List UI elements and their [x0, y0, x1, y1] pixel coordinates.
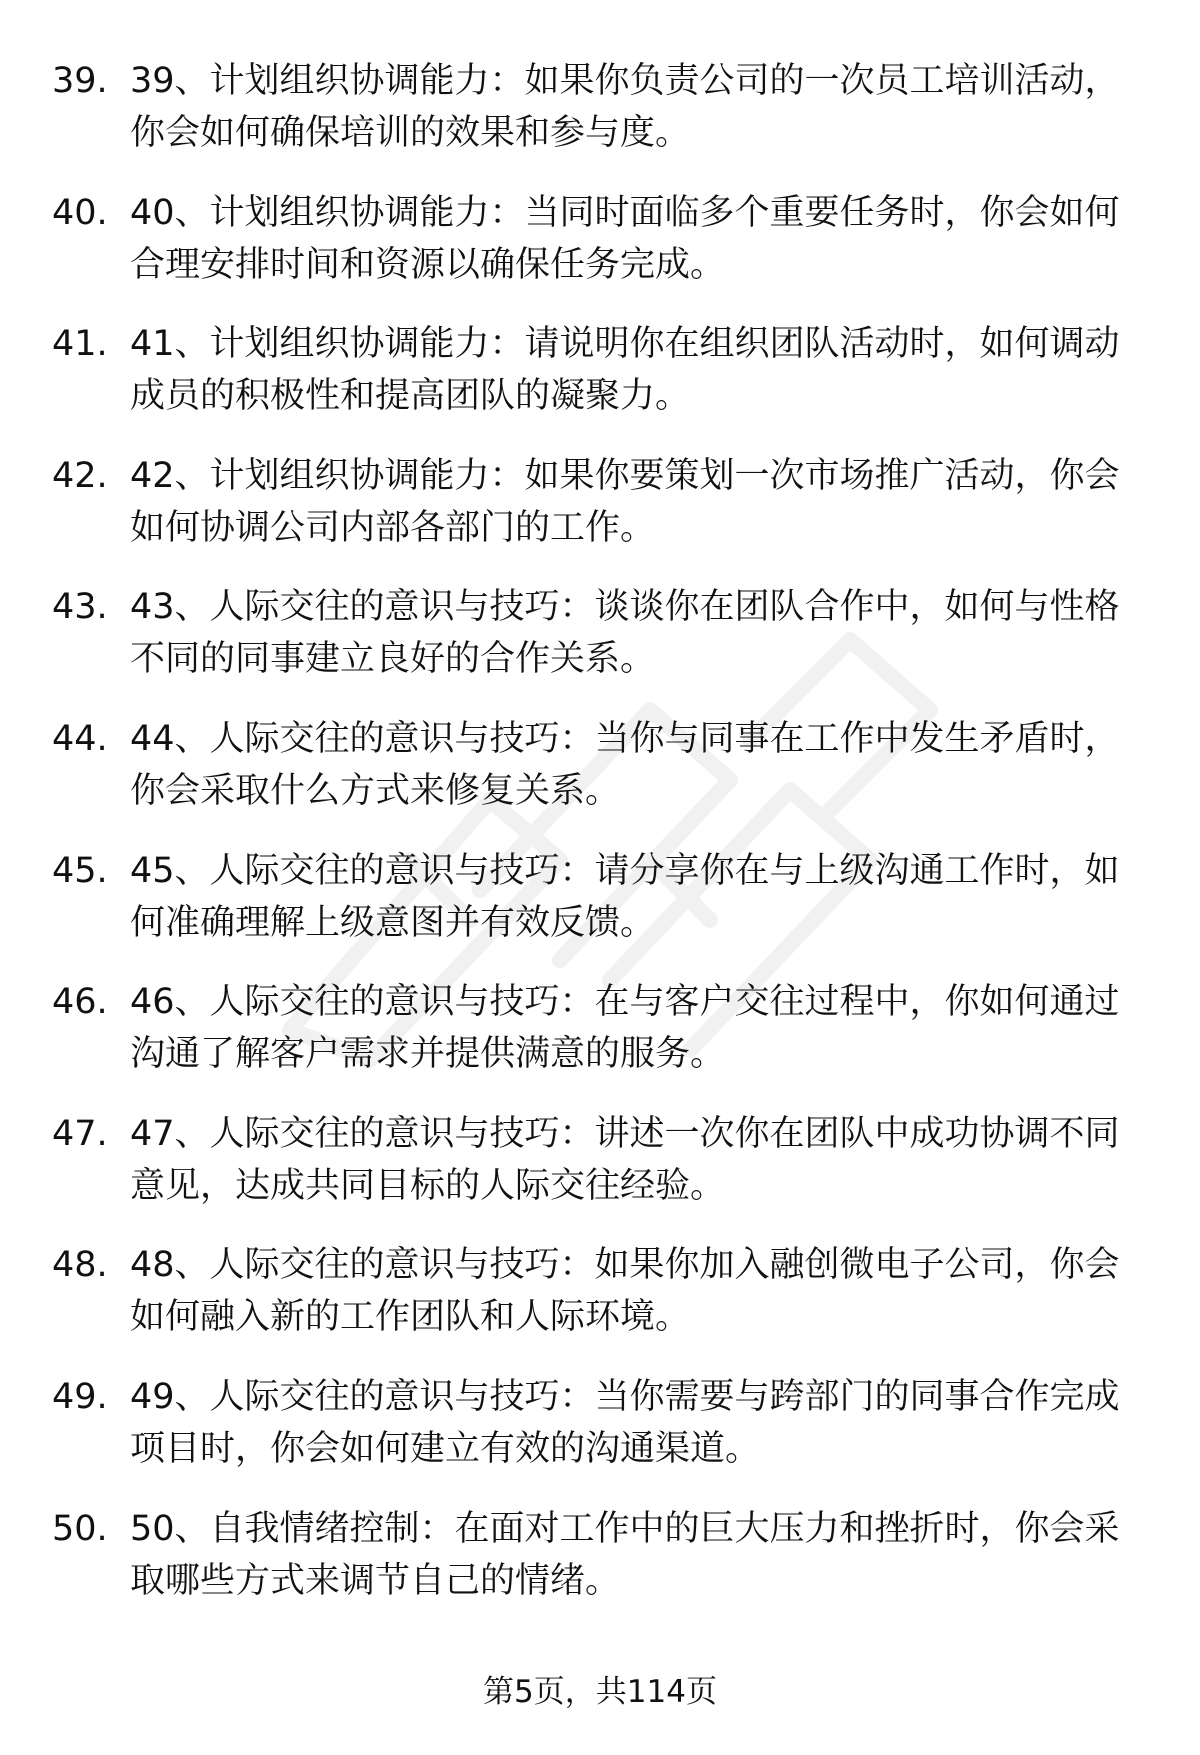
question-text: 40、计划组织协调能力：当同时面临多个重要任务时，你会如何合理安排时间和资源以确保任务完成。 [130, 192, 1120, 285]
question-text: 41、计划组织协调能力：请说明你在组织团队活动时，如何调动成员的积极性和提高团队的凝聚力。 [130, 324, 1120, 417]
question-text: 49、人际交往的意识与技巧：当你需要与跨部门的同事合作完成项目时，你会如何建立有效的沟通渠道。 [130, 1376, 1120, 1469]
list-item [0, 318, 1200, 450]
question-number: 39. [52, 61, 108, 101]
list-item [0, 1503, 1200, 1635]
question-number: 48. [52, 1245, 108, 1286]
list-item [0, 976, 1200, 1108]
page-indicator: 第5页，共114页 [483, 1674, 717, 1710]
question-text: 39、计划组织协调能力：如果你负责公司的一次员工培训活动，你会如何确保培训的效果和参与度。 [130, 61, 1120, 153]
question-number: 50. [52, 1508, 108, 1549]
question-text: 46、人际交往的意识与技巧：在与客户交往过程中，你如何通过沟通了解客户需求并提供满意的服务。 [130, 982, 1120, 1075]
question-number: 45. [52, 850, 108, 891]
question-number: 42. [52, 455, 108, 496]
question-number: 49. [52, 1376, 108, 1417]
question-list [0, 55, 1200, 1634]
list-item [0, 187, 1200, 319]
question-number: 47. [52, 1113, 108, 1154]
list-item [0, 450, 1200, 582]
question-text: 44、人际交往的意识与技巧：当你与同事在工作中发生矛盾时，你会采取什么方式来修复关系。 [130, 718, 1120, 811]
list-item [0, 1239, 1200, 1371]
question-text: 50、自我情绪控制：在面对工作中的巨大压力和挫折时，你会采取哪些方式来调节自己的情绪。 [130, 1508, 1120, 1601]
question-number: 40. [52, 192, 108, 233]
question-text: 42、计划组织协调能力：如果你要策划一次市场推广活动，你会如何协调公司内部各部门的工作。 [130, 455, 1120, 548]
question-number: 43. [52, 587, 108, 628]
list-item [0, 1108, 1200, 1240]
question-text: 45、人际交往的意识与技巧：请分享你在与上级沟通工作时，如何准确理解上级意图并有效反馈。 [130, 850, 1120, 943]
list-item [0, 55, 1200, 187]
list-item [0, 581, 1200, 713]
list-item [0, 1371, 1200, 1503]
question-number: 41. [52, 324, 108, 365]
question-text: 48、人际交往的意识与技巧：如果你加入融创微电子公司，你会如何融入新的工作团队和人际环境。 [130, 1245, 1120, 1338]
question-number: 44. [52, 718, 108, 759]
question-text: 43、人际交往的意识与技巧：谈谈你在团队合作中，如何与性格不同的同事建立良好的合作关系。 [130, 587, 1120, 680]
list-item [0, 713, 1200, 845]
question-text: 47、人际交往的意识与技巧：讲述一次你在团队中成功协调不同意见，达成共同目标的人际交往经验。 [130, 1113, 1120, 1206]
list-item [0, 845, 1200, 977]
question-number: 46. [52, 982, 108, 1023]
